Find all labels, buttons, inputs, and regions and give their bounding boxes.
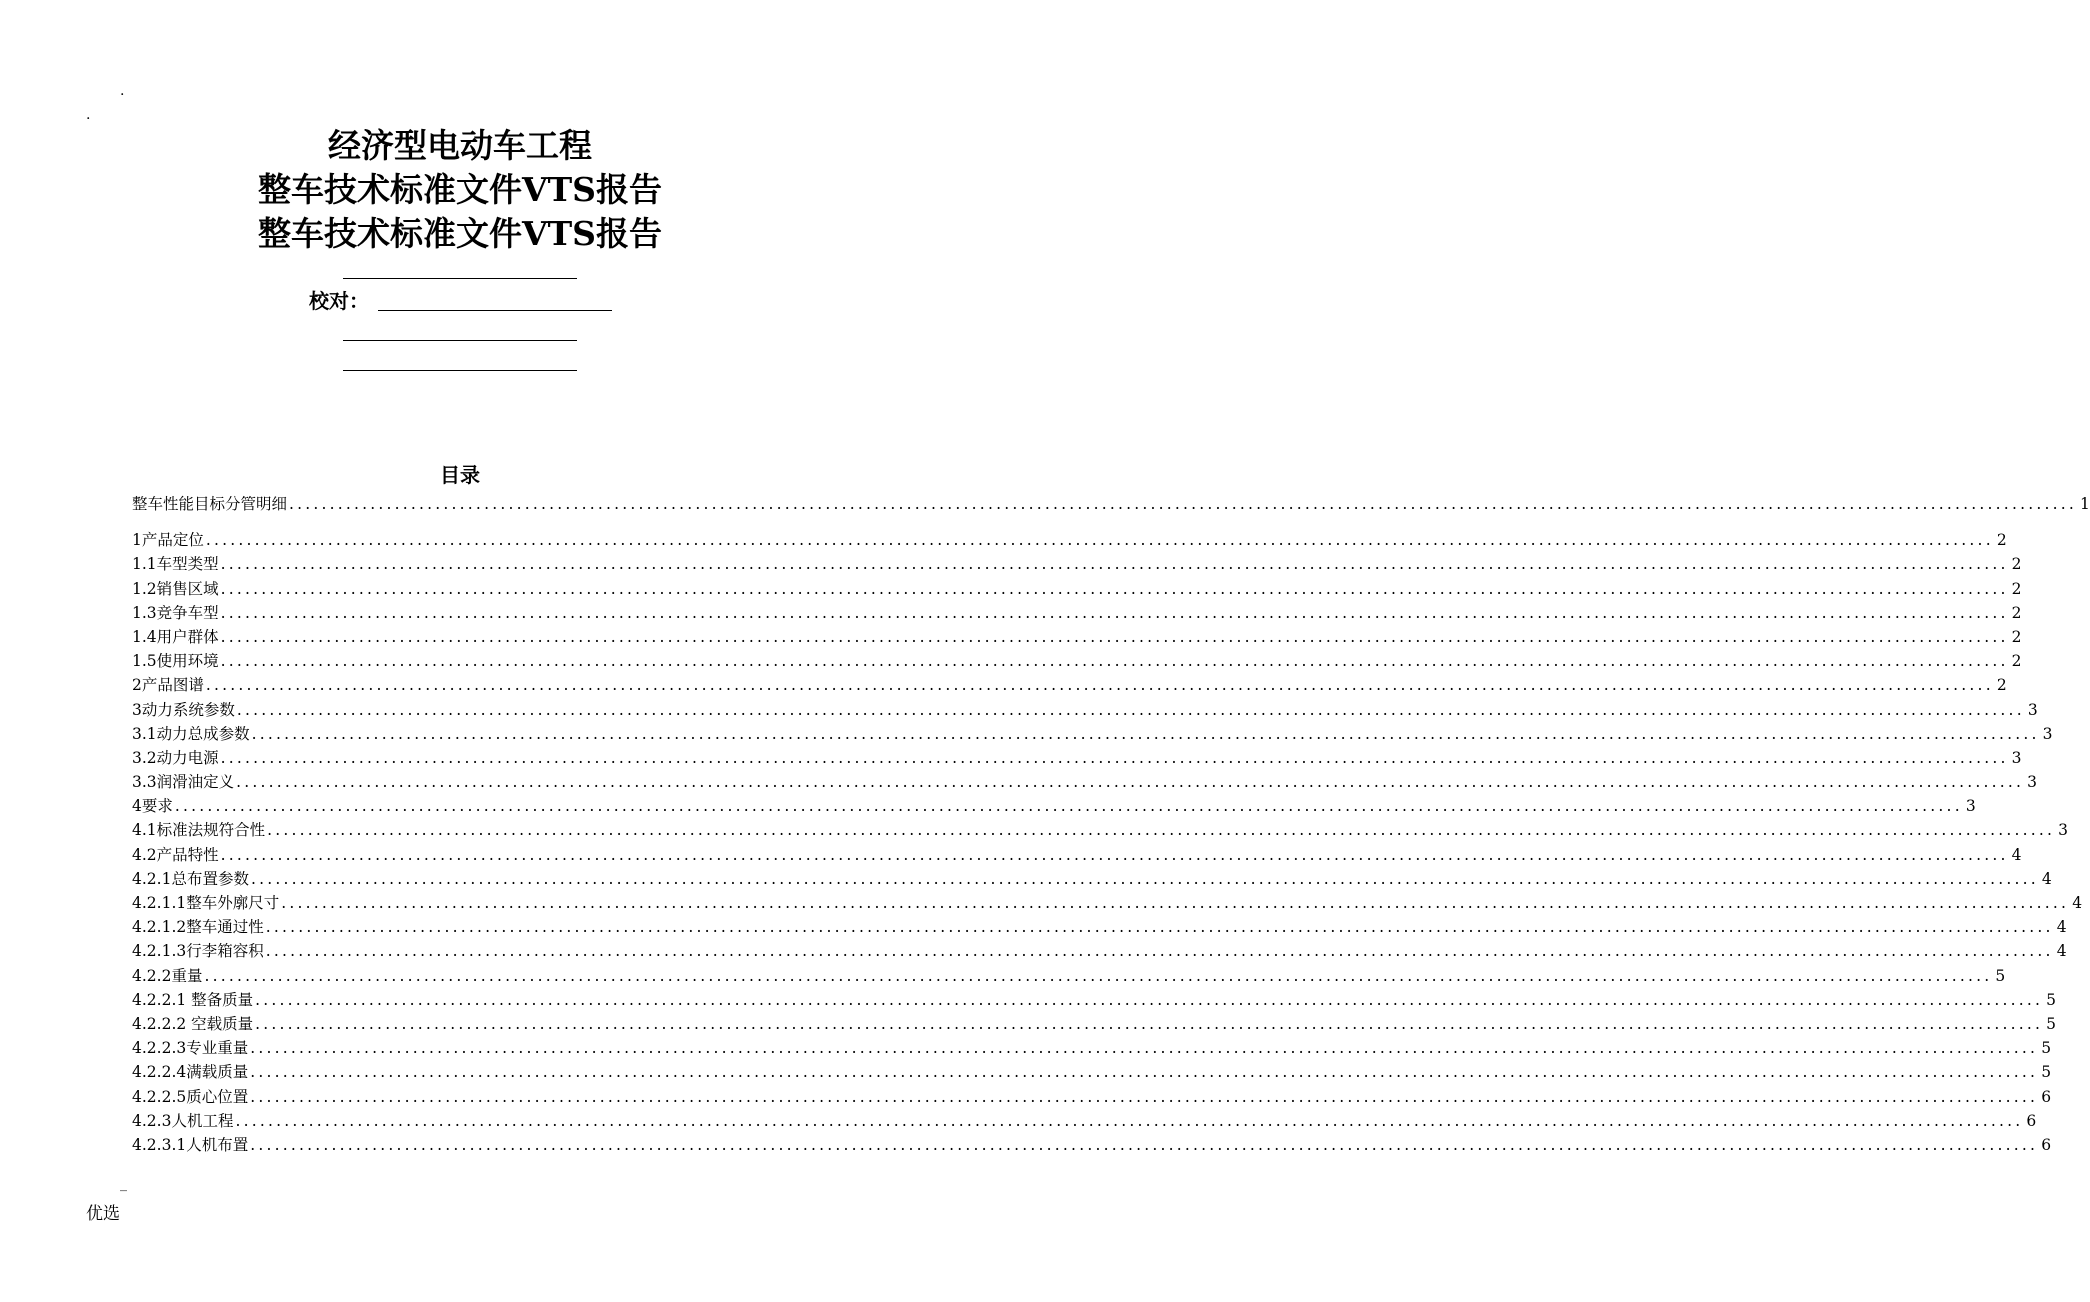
toc-entry[interactable] (132, 528, 2007, 552)
toc-entry-page: 5 (1995, 966, 2006, 985)
toc-entry-page: 5 (2046, 1014, 2056, 1033)
toc-entry[interactable] (132, 939, 2067, 963)
toc-dot-leader: ............................................................................................................................................................................................................................ (289, 495, 2077, 513)
toc-entry-page: 5 (2041, 1039, 2052, 1058)
signature-blank-line (343, 278, 577, 279)
toc-dot-leader: ............................................................................................................................................................................................................................ (220, 748, 2009, 767)
document-subtitle: 整车技术标准文件VTS报告 (258, 214, 662, 253)
toc-entry-label: 4.2.2.4满载质量 (132, 1063, 249, 1082)
toc-entry-label: 1.2销售区域 (132, 579, 219, 598)
toc-entry-page: 6 (2026, 1111, 2037, 1130)
toc-entry-page: 5 (2041, 1063, 2052, 1082)
toc-dot-leader: ............................................................................................................................................................................................................................ (265, 942, 2054, 961)
signature-blank-line (343, 340, 577, 341)
header-dot: . (120, 83, 125, 99)
footer-mark: _ (120, 1176, 127, 1192)
toc-dot-leader: ............................................................................................................................................................................................................................ (281, 894, 2070, 912)
toc-entry-label: 4.2.1.2整车通过性 (132, 918, 264, 937)
toc-entry[interactable] (132, 1109, 2037, 1133)
toc-entry[interactable] (132, 964, 2006, 988)
toc-entry-page: 4 (2056, 918, 2067, 937)
toc-dot-leader: ............................................................................................................................................................................................................................ (220, 555, 2009, 574)
toc-entry-label: 2产品图谱 (132, 676, 204, 695)
toc-entry-page: 4 (2011, 845, 2022, 864)
toc-entry-label: 4.2.3.1人机布置 (132, 1135, 249, 1154)
toc-entry[interactable] (132, 625, 2022, 649)
toc-dot-leader: ............................................................................................................................................................................................................................ (220, 845, 2009, 864)
toc-entry[interactable] (132, 770, 2037, 794)
toc-entry-page: 3 (2042, 724, 2053, 743)
toc-dot-leader: ............................................................................................................................................................................................................................ (220, 603, 2009, 622)
toc-entry-label: 整车性能目标分管明细 (132, 495, 288, 513)
toc-dot-leader: ............................................................................................................................................................................................................................ (205, 676, 1994, 695)
toc-entry[interactable] (132, 915, 2067, 939)
toc-entry-label: 3.1动力总成参数 (132, 724, 250, 743)
toc-entry[interactable] (132, 577, 2022, 601)
toc-dot-leader: ............................................................................................................................................................................................................................ (267, 821, 2056, 840)
toc-dot-leader: ............................................................................................................................................................................................................................ (255, 990, 2044, 1009)
toc-entry-label: 4.2.1.1整车外廓尺寸 (132, 894, 280, 912)
toc-entry[interactable] (132, 1060, 2052, 1084)
toc-entry[interactable] (132, 698, 2038, 722)
toc-entry-label: 4要求 (132, 797, 173, 816)
toc-entry-label: 3动力系统参数 (132, 700, 235, 719)
toc-entry[interactable] (132, 1036, 2052, 1060)
toc-entry-label: 4.2产品特性 (132, 845, 219, 864)
toc-heading: 目录 (440, 463, 480, 487)
toc-entry-label: 3.3润滑油定义 (132, 773, 235, 792)
toc-entry-page: 6 (2041, 1087, 2052, 1106)
toc-entry-page: 2 (2011, 652, 2022, 671)
toc-entry[interactable] (132, 1012, 2056, 1036)
toc-entry-page: 4 (2056, 942, 2067, 961)
toc-entry[interactable] (132, 601, 2022, 625)
toc-entry-label: 1.5使用环境 (132, 652, 219, 671)
toc-dot-leader: ............................................................................................................................................................................................................................ (265, 918, 2054, 937)
toc-entry-page: 2 (2011, 579, 2022, 598)
proofread-blank-line (378, 310, 612, 311)
toc-dot-leader: ............................................................................................................................................................................................................................ (251, 724, 2040, 743)
toc-dot-leader: ............................................................................................................................................................................................................................ (220, 627, 2009, 646)
toc-entry-label: 4.2.2.1 整备质量 (132, 990, 254, 1009)
toc-dot-leader: ............................................................................................................................................................................................................................ (220, 652, 2009, 671)
toc-entry-page: 2 (2011, 555, 2022, 574)
toc-entry-page: 6 (2041, 1135, 2052, 1154)
toc-dot-leader: ............................................................................................................................................................................................................................ (235, 1111, 2024, 1130)
toc-dot-leader: ............................................................................................................................................................................................................................ (250, 869, 2039, 888)
toc-entry[interactable] (132, 492, 2090, 516)
toc-entry[interactable] (132, 794, 1976, 818)
toc-entry[interactable] (132, 649, 2022, 673)
toc-entry-label: 4.2.2.3专业重量 (132, 1039, 249, 1058)
toc-entry[interactable] (132, 552, 2022, 576)
toc-entry-label: 4.2.1.3行李箱容积 (132, 942, 264, 961)
toc-entry[interactable] (132, 746, 2022, 770)
toc-dot-leader: ............................................................................................................................................................................................................................ (236, 773, 2025, 792)
toc-entry[interactable] (132, 867, 2052, 891)
toc-entry[interactable] (132, 843, 2022, 867)
toc-entry-label: 4.2.1总布置参数 (132, 869, 249, 888)
toc-entry-label: 4.2.2重量 (132, 966, 203, 985)
toc-entry-page: 4 (2072, 894, 2083, 912)
toc-dot-leader: ............................................................................................................................................................................................................................ (255, 1014, 2044, 1033)
toc-entry-page: 3 (2027, 700, 2038, 719)
toc-entry-page: 1 (2079, 495, 2090, 513)
toc-entry[interactable] (132, 1085, 2052, 1109)
toc-entry-label: 4.2.2.5质心位置 (132, 1087, 249, 1106)
toc-entry-label: 1产品定位 (132, 531, 204, 550)
toc-entry-page: 3 (2011, 748, 2022, 767)
toc-dot-leader: ............................................................................................................................................................................................................................ (250, 1135, 2039, 1154)
toc-entry[interactable] (132, 1133, 2052, 1157)
toc-dot-leader: ............................................................................................................................................................................................................................ (174, 797, 1963, 816)
toc-dot-leader: ............................................................................................................................................................................................................................ (250, 1087, 2039, 1106)
toc-entry-page: 3 (1965, 797, 1976, 816)
header-dot: . (86, 107, 91, 123)
toc-entry-page: 5 (2046, 990, 2056, 1009)
toc-dot-leader: ............................................................................................................................................................................................................................ (204, 966, 1993, 985)
toc-entry[interactable] (132, 818, 2068, 842)
proofread-label: 校对： (309, 289, 369, 313)
toc-entry-page: 2 (2011, 603, 2022, 622)
toc-entry[interactable] (132, 673, 2007, 697)
signature-blank-line (343, 370, 577, 371)
toc-entry-page: 4 (2041, 869, 2052, 888)
footer-text: 优选 (86, 1204, 120, 1224)
toc-entry[interactable] (132, 988, 2056, 1012)
toc-entry-page: 2 (1996, 531, 2007, 550)
toc-entry-label: 1.1车型类型 (132, 555, 219, 574)
table-of-contents (132, 492, 2090, 1157)
document-subtitle: 整车技术标准文件VTS报告 (258, 170, 662, 209)
toc-dot-leader: ............................................................................................................................................................................................................................ (220, 579, 2009, 598)
toc-entry-page: 3 (2027, 773, 2037, 792)
toc-entry[interactable] (132, 722, 2053, 746)
toc-dot-leader: ............................................................................................................................................................................................................................ (250, 1063, 2039, 1082)
toc-entry-page: 2 (2011, 627, 2022, 646)
document-title: 经济型电动车工程 (328, 126, 592, 165)
toc-entry-label: 4.1标准法规符合性 (132, 821, 266, 840)
toc-entry-page: 3 (2058, 821, 2068, 840)
toc-entry-label: 4.2.3人机工程 (132, 1111, 234, 1130)
toc-dot-leader: ............................................................................................................................................................................................................................ (236, 700, 2025, 719)
toc-entry-label: 4.2.2.2 空载质量 (132, 1014, 254, 1033)
toc-dot-leader: ............................................................................................................................................................................................................................ (250, 1039, 2039, 1058)
toc-entry-label: 1.3竞争车型 (132, 603, 219, 622)
toc-entry[interactable] (132, 891, 2083, 915)
toc-entry-page: 2 (1996, 676, 2007, 695)
toc-entry-label: 1.4用户群体 (132, 627, 219, 646)
toc-entry-label: 3.2动力电源 (132, 748, 219, 767)
toc-dot-leader: ............................................................................................................................................................................................................................ (205, 531, 1994, 550)
